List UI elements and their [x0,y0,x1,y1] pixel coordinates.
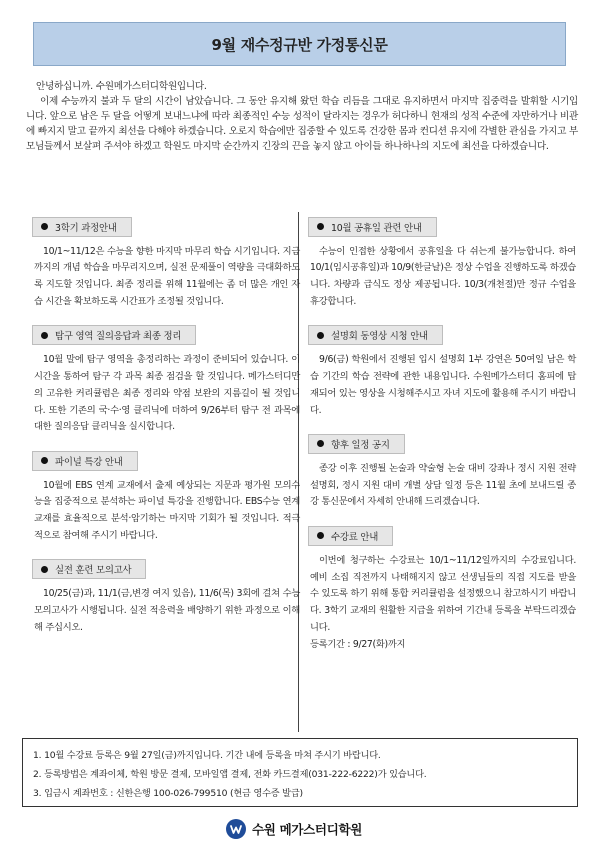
section-heading-label: 3학기 과정안내 [55,222,117,234]
notice-box [22,738,578,807]
registration-period: 등록기간 : 9/27(화)까지 [310,638,406,650]
section-body: 10/25(금)과, 11/1(금,변경 여지 있음), 11/6(목) 3회에 걸쳐 수능 모의고사가 시행됩니다. 실전 적응력을 배양하기 위한 과정으로 이해해 주십시오. [34,588,300,633]
section-holiday [308,215,576,311]
section-body-text: 이번에 청구하는 수강료는 10/1~11/12일까지의 수강료입니다. 예비 소집 직전까지 나태해지지 않고 선생님들의 직접 지도를 받을 수 있도록 하기 위해 통합 커리큘럼을 설정했으니 참고하시기 바랍니다. 3학기 교재의 원활한 지급을 위하여 기간내 등록을 부탁드리겠습니다. [310,554,576,633]
section-heading-label: 향후 일정 공지 [331,439,390,451]
page-title: 9월 재수정규반 가정통신문 [211,35,388,54]
bullet-icon [317,532,324,539]
section-body: 종강 이후 진행될 논술과 약술형 논술 대비 강좌나 정시 지원 전략 설명회, 정시 지원 대비 개별 상담 일정 등은 11월 초에 보내드릴 종강 통신문에서 자세히 안내해 드리겠습니다. [310,462,576,508]
right-column [308,215,576,667]
section-heading-label: 수강료 안내 [331,531,379,543]
section-heading-label: 파이널 특강 안내 [55,456,123,468]
academy-name: 수원 메가스터디학원 [252,822,363,837]
section-third-term [32,215,300,311]
footer-logo [226,818,362,840]
section-heading [32,325,196,345]
section-heading [308,325,443,345]
section-heading-label: 탐구 영역 질의응답과 최종 정리 [55,331,182,343]
left-column [32,215,300,650]
bullet-icon [317,223,324,230]
section-heading [32,217,132,237]
title-banner [33,22,566,66]
section-body: 수능이 인접한 상황에서 공휴일을 다 쉬는게 불가능합니다. 하여 10/1(임시공휴일)과 10/9(한글날)은 정상 수업을 진행하도록 하겠습니다. 차량과 급식도 정상 제공됩니다. 10/3(개천절)만 정규 수업을 휴강합니다. [310,245,576,307]
bullet-icon [41,332,48,339]
notice-item: 2. 등록방법은 계좌이체, 학원 방문 결제, 모바일앱 결제, 전화 카드결제(031-222-6222)가 있습니다. [33,769,427,780]
intro-greeting: 안녕하십니까. 수원메가스터디학원입니다. [36,81,207,92]
section-final-lecture [32,449,300,545]
section-heading [308,526,393,546]
section-body: 10월에 EBS 연계 교재에서 출제 예상되는 지문과 평가원 모의수능을 집중적으로 분석하는 파이널 특강을 진행합니다. EBS수능 연계 교재를 효율적으로 분석·암기하는 마지막 기회가 될 것입니다. 적극적으로 참여해 주시기 바랍니다. [34,479,300,542]
section-schedule [308,432,576,511]
section-body: 10월 말에 탐구 영역을 총정리하는 과정이 준비되어 있습니다. 이 시간을 통하여 탐구 각 과목 최종 점검을 할 것입니다. 메가스터디만의 고유한 커리큘럼은 최종 정리와 약점 보완의 지름길이 될 것입니다. 또한 기존의 국·수·영 클리닉에 더하여 9/26부터 탐구 전 과목에 대한 질의응답 클리닉을 실시합니다. [34,354,300,433]
academy-logo-icon [226,819,246,839]
section-tuition [308,524,576,653]
section-heading [32,451,138,471]
bullet-icon [41,566,48,573]
bullet-icon [41,457,48,464]
bullet-icon [41,223,48,230]
section-heading [308,434,405,454]
bullet-icon [317,440,324,447]
section-inquiry-review [32,324,300,436]
section-heading-label: 설명회 동영상 시청 안내 [331,331,428,343]
notice-item: 1. 10월 수강료 등록은 9월 27일(금)까지입니다. 기간 내에 등록을 마쳐 주시기 바랍니다. [33,750,381,761]
section-heading [308,217,437,237]
section-mock-exam [32,558,300,637]
section-heading [32,559,146,579]
bullet-icon [317,332,324,339]
section-heading-label: 10월 공휴일 관련 안내 [331,222,422,234]
section-body: 10/1~11/12은 수능을 향한 마지막 마무리 학습 시기입니다. 지금까지의 개념 학습을 마무리지으며, 실전 문제풀이 역량을 극대화하도록 지도할 것입니다. 최종 정리를 위해 11월에는 좀 더 많은 개인 자습 시간을 확보하도록 시간표가 조정될 것입니다. [34,245,300,307]
notice-item: 3. 입금시 계좌번호 : 신한은행 100-026-799510 (현금 영수증 발급) [33,788,303,799]
section-body: 9/6(금) 학원에서 진행된 입시 설명회 1부 강연은 50여일 남은 학습 기간의 학습 전략에 관한 내용입니다. 수원메가스터디 홈피에 탑재되어 있는 영상을 시청해주시고 자녀 지도에 활용해 주시기 바랍니다. [310,354,576,416]
intro-body: 이제 수능까지 불과 두 달의 시간이 남았습니다. 그 동안 유지해 왔던 학습 리듬을 그대로 유지하면서 마지막 집중력을 발휘할 시기입니다. 앞으로 남은 두 달을 어떻게 보내느냐에 따라 최종적인 수능 성적이 달라지는 경우가 허다하니 현재의 성적 수준에 자만하거나 비관에 빠지지 말고 끝까지 최선을 다해야 하겠습니다. 오로지 학습에만 집중할 수 있도록 건강한 몸과 컨디션 유지에 각별한 관심을 가지고 부모님들께서 보살펴 주셔야 하겠고 학원도 마지막 순간까지 긴장의 끈을 놓지 않고 아이들 하나하나의 지도에 최선을 다하겠습니다. [26,95,578,152]
section-body [308,553,576,654]
section-heading-label: 실전 훈련 모의고사 [55,565,132,577]
section-seminar-video [308,324,576,420]
intro-text [26,80,578,155]
